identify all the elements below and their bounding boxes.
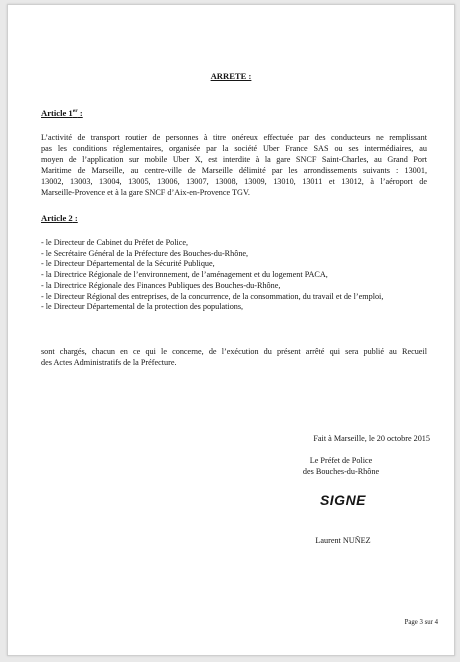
signed-stamp: SIGNE (319, 492, 367, 508)
article-1-line: pas les conditions réglementaires, organisée par la société Uber France SAS ou ses intermédiaires, au (41, 144, 427, 154)
article-1-heading (41, 108, 83, 119)
document-title: ARRETE : (210, 71, 252, 81)
article-1-heading-main: Article 1 (41, 108, 73, 118)
article-1-line: 13002, 13003, 13004, 13005, 13006, 13007, 13008, 13009, 13010, 13011 et 13012, à l’aéroport de (41, 177, 427, 187)
article-2-heading (41, 213, 78, 224)
closing-line: sont chargés, chacun en ce qui le concerne, de l’exécution du présent arrêté qui sera publié au Recueil (41, 347, 427, 356)
article-1-line: L’activité de transport routier de personnes à titre onéreux effectuée par des conducteurs ne remplissant (41, 133, 427, 142)
list-item: - la Directrice Régionale de l’environnement, de l’aménagement et du logement PACA, (41, 270, 328, 280)
signatory-department: des Bouches-du-Rhône (302, 467, 380, 476)
document-page (7, 4, 455, 656)
place-and-date: Fait à Marseille, le 20 octobre 2015 (313, 434, 430, 443)
article-2-heading-main: Article 2 (41, 213, 73, 223)
signatory-name: Laurent NUÑEZ (315, 536, 371, 545)
article-1-text (41, 132, 427, 199)
list-item: - le Directeur Régional des entreprises, de la concurrence, de la consommation, du travail et de l’emploi, (41, 291, 384, 301)
article-1-heading-colon: : (77, 108, 83, 118)
list-item: - le Directeur Départemental de la Sécurité Publique, (41, 259, 215, 269)
article-2-heading-colon: : (72, 213, 78, 223)
article-1-line: moyen de l’application sur mobile Uber X, est interdite à la gare SNCF Saint-Charles, au Grand Port (41, 155, 427, 165)
closing-line: des Actes Administratifs de la Préfecture. (41, 358, 177, 368)
list-item: - le Directeur Départemental de la protection des populations, (41, 302, 244, 312)
article-1-heading-sup: er (72, 108, 78, 115)
recipient-list (41, 238, 431, 313)
page-number: Page 3 sur 4 (404, 619, 438, 626)
signatory-title: Le Préfet de Police (309, 456, 373, 465)
list-item: - la Directrice Régionale des Finances Publiques des Bouches-du-Rhône, (41, 280, 281, 290)
article-1-line: Maritime de Marseille, au centre-ville de Marseille délimité par les arrondissements suivants : 13001, (41, 166, 427, 176)
list-item: - le Directeur de Cabinet du Préfet de Police, (41, 238, 189, 247)
list-item: - le Secrétaire Général de la Préfecture des Bouches-du-Rhône, (41, 248, 249, 258)
article-2-closing-text (41, 346, 427, 368)
article-1-line: Marseille-Provence et à la gare SNCF d’Aix-en-Provence TGV. (41, 188, 250, 198)
